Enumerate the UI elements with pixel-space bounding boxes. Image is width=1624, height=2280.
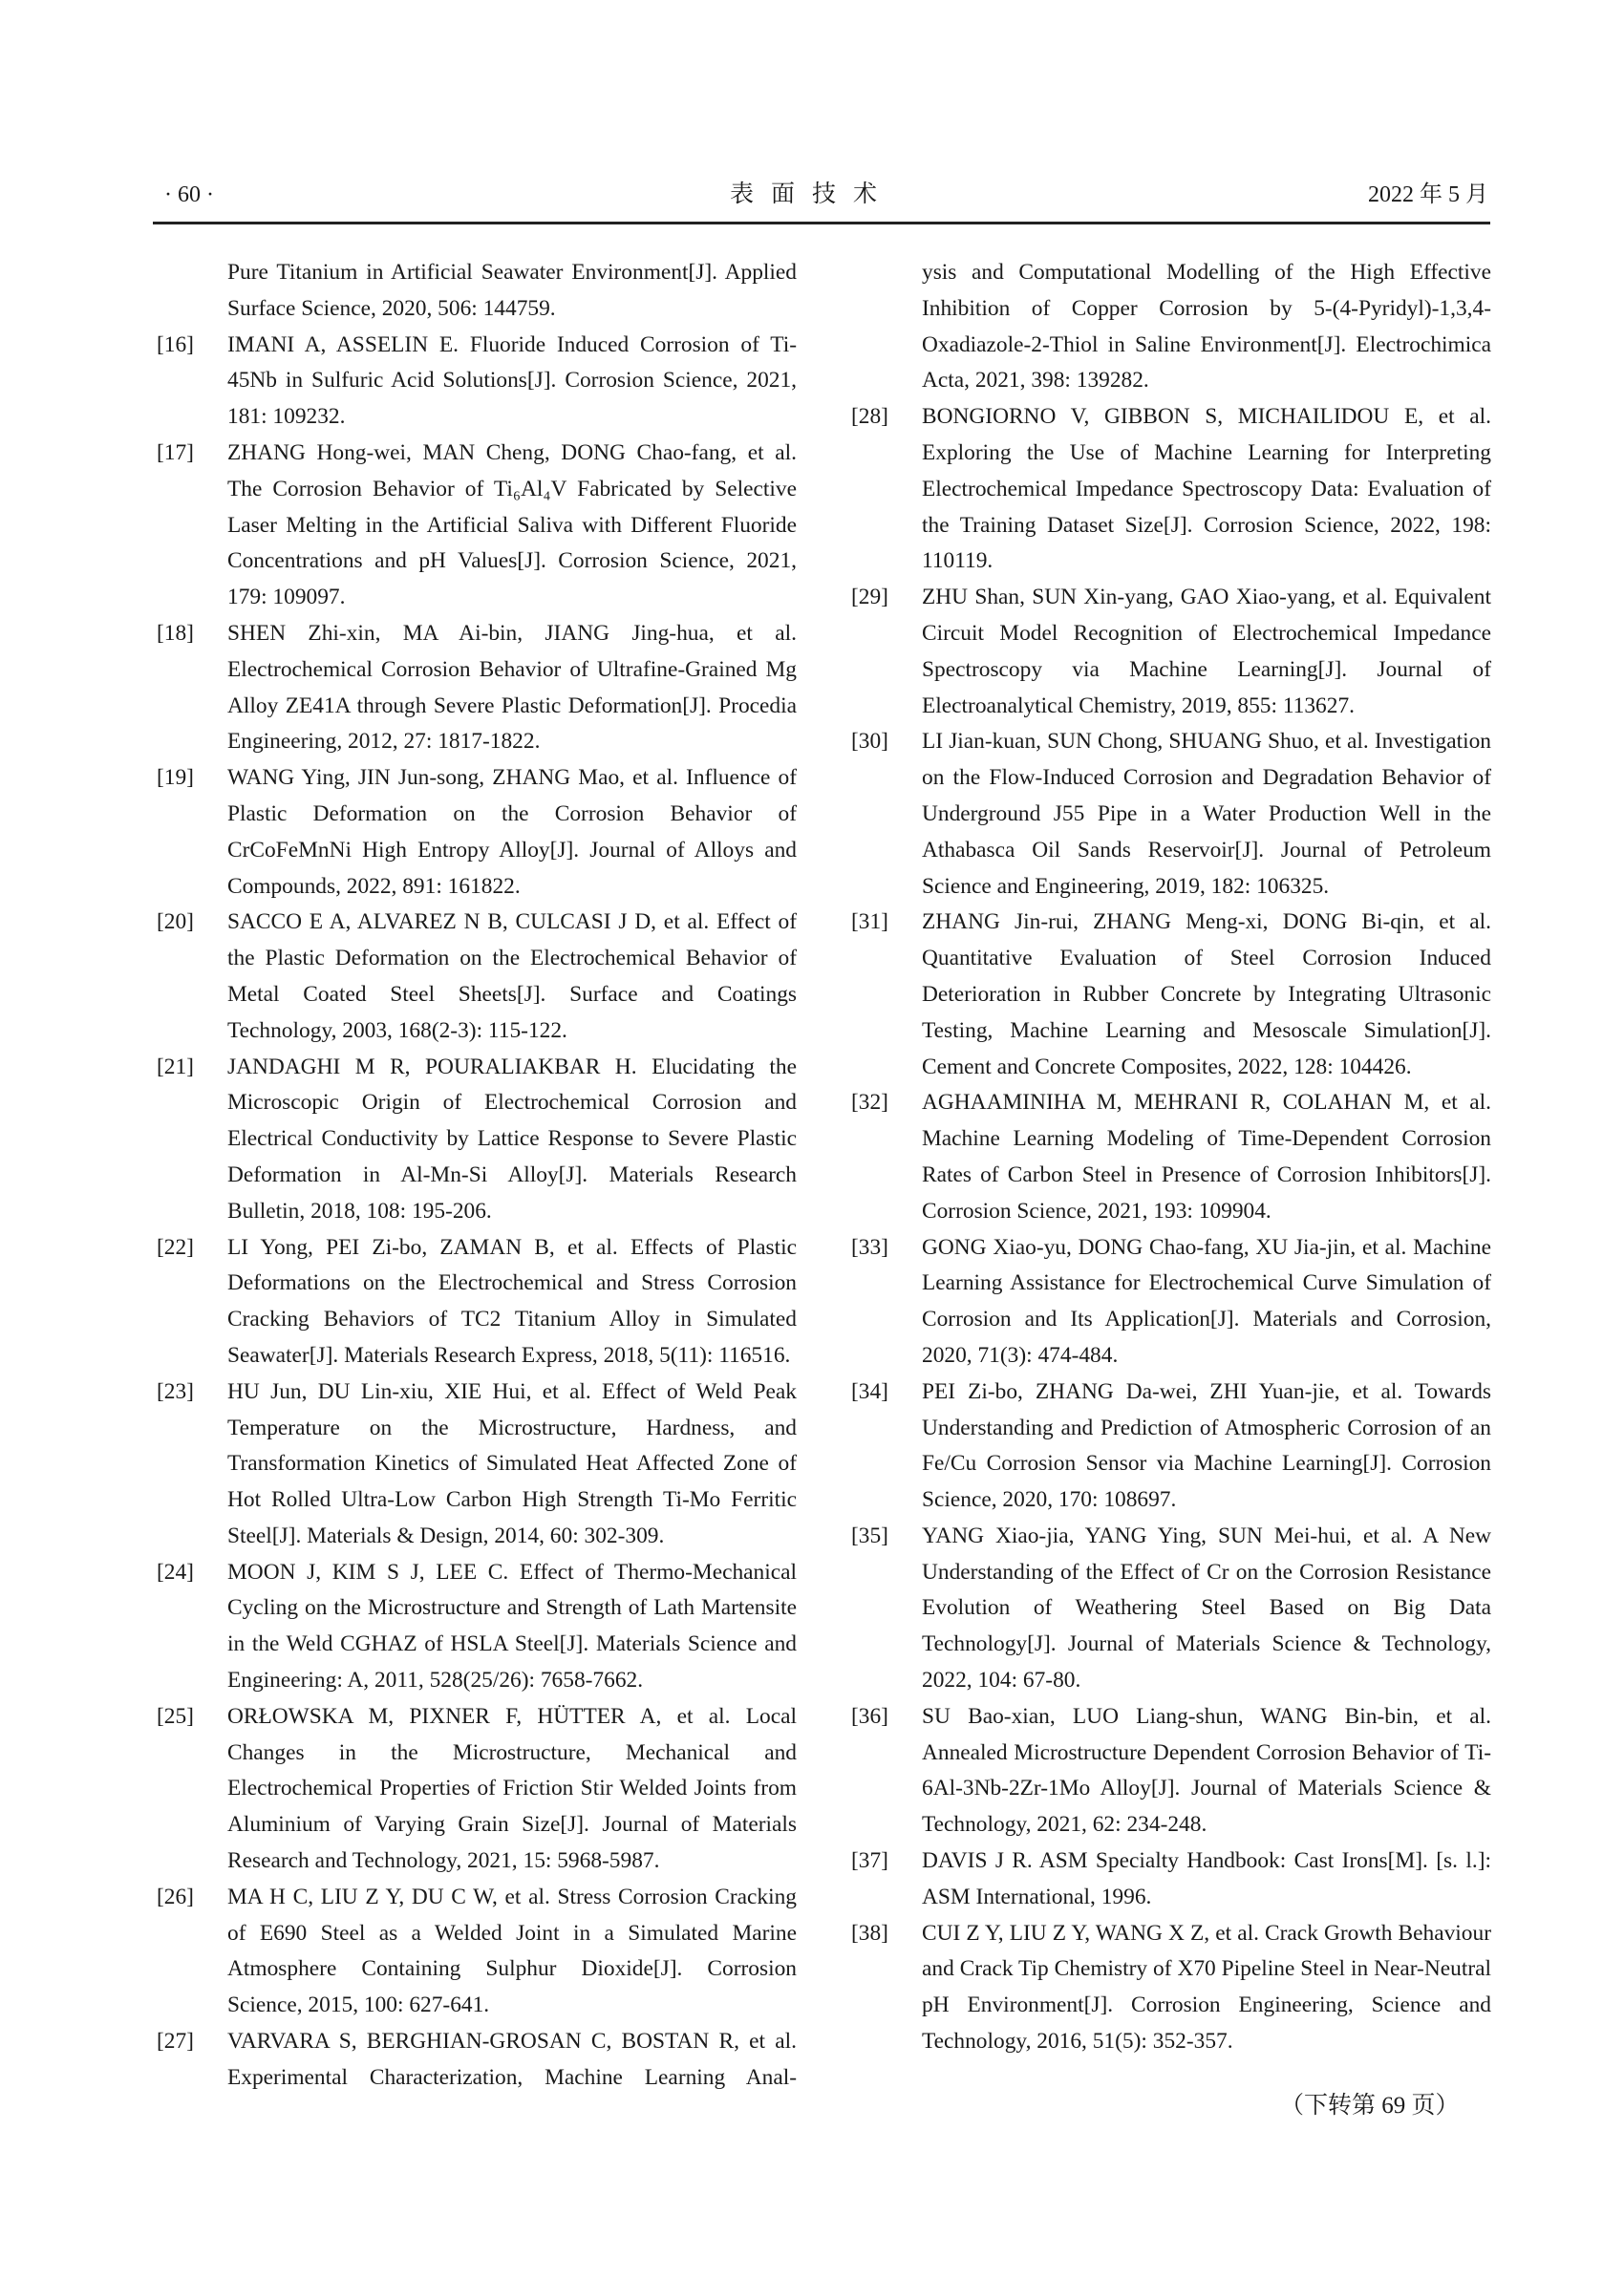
reference-item	[851, 905, 1491, 1085]
reference-text: BONGIORNO V, GIBBON S, MICHAILIDOU E, et al. Exploring the Use of Machine Learning for Interpreting Electrochemical Impedance Spectroscopy Data: Evaluation of the Training Dataset Size[J]. Corrosion Science, 2022, 198: 110119.	[922, 404, 1491, 574]
reference-item	[851, 1519, 1491, 1699]
reference-item	[851, 1374, 1491, 1519]
reference-item	[157, 1050, 797, 1230]
reference-item	[157, 255, 797, 328]
continued-note: （下转第 69 页）	[1280, 2093, 1460, 2119]
reference-item	[157, 2024, 797, 2097]
reference-item	[851, 724, 1491, 905]
reference-text: CUI Z Y, LIU Z Y, WANG X Z, et al. Crack Growth Behaviour and Crack Tip Chemistry of X70 Pipeline Steel in Near-Neutral pH Environment[J]. Corrosion Engineering, Science and Technology, 2016, 51(5): 352-357.	[922, 1920, 1491, 2055]
reference-text: PEI Zi-bo, ZHANG Da-wei, ZHI Yuan-jie, et al. Towards Understanding and Prediction of Atmospheric Corrosion of an Fe/Cu Corrosion Sensor via Machine Learning[J]. Corrosion Science, 2020, 170: 108697.	[922, 1378, 1491, 1513]
reference-text: SACCO E A, ALVAREZ N B, CULCASI J D, et al. Effect of the Plastic Deformation on the Electrochemical Behavior of Metal Coated Steel Sheets[J]. Surface and Coatings Technology, 2003, 168(2-3): 115-122.	[227, 909, 797, 1043]
reference-number: [24]	[157, 1559, 194, 1585]
reference-number: [35]	[851, 1523, 888, 1548]
reference-text: YANG Xiao-jia, YANG Ying, SUN Mei-hui, et al. A New Understanding of the Effect of Cr on the Corrosion Resistance Evolution of Weathering Steel Based on Big Data Technology[J]. Journal of Materials Science & Technology, 2022, 104: 67-80.	[922, 1523, 1491, 1694]
reference-text: HU Jun, DU Lin-xiu, XIE Hui, et al. Effect of Weld Peak Temperature on the Microstructure, Hardness, and Transformation Kinetics of Simulated Heat Affected Zone of Hot Rolled Ultra-Low Carbon High Strength Ti-Mo Ferritic Steel[J]. Materials & Design, 2014, 60: 302-309.	[227, 1378, 797, 1548]
reference-number: [25]	[157, 1703, 194, 1729]
reference-number: [28]	[851, 404, 888, 430]
reference-number: [32]	[851, 1090, 888, 1116]
reference-item	[157, 1374, 797, 1555]
reference-number: [22]	[157, 1234, 194, 1260]
reference-text: SU Bao-xian, LUO Liang-shun, WANG Bin-bin, et al. Annealed Microstructure Dependent Corrosion Behavior of Ti-6Al-3Nb-2Zr-1Mo Alloy[J]. Journal of Materials Science & Technology, 2021, 62: 234-248.	[922, 1703, 1491, 1838]
reference-column-left	[157, 255, 825, 2097]
reference-item	[851, 1916, 1491, 2060]
reference-item	[851, 1085, 1491, 1229]
reference-text: MA H C, LIU Z Y, DU C W, et al. Stress Corrosion Cracking of E690 Steel as a Welded Joint in a Simulated Marine Atmosphere Containing Sulphur Dioxide[J]. Corrosion Science, 2015, 100: 627-641.	[227, 1884, 797, 2018]
reference-item	[157, 1880, 797, 2024]
reference-number: [18]	[157, 620, 194, 646]
reference-text: Pure Titanium in Artificial Seawater Environment[J]. Applied Surface Science, 2020, 506: 144759.	[227, 260, 797, 321]
reference-text: MOON J, KIM S J, LEE C. Effect of Thermo-Mechanical Cycling on the Microstructure and Strength of Lath Martensite in the Weld CGHAZ of HSLA Steel[J]. Materials Science and Engineering: A, 2011, 528(25/26): 7658-7662.	[227, 1559, 797, 1694]
reference-number: [38]	[851, 1920, 888, 1946]
reference-text: ZHU Shan, SUN Xin-yang, GAO Xiao-yang, et al. Equivalent Circuit Model Recognition of Electrochemical Impedance Spectroscopy via Machine Learning[J]. Journal of Electroanalytical Chemistry, 2019, 855: 113627.	[922, 585, 1491, 718]
reference-number: [36]	[851, 1703, 888, 1729]
issue-date: 2022 年 5 月	[1368, 182, 1488, 207]
reference-item	[157, 1555, 797, 1699]
reference-text: GONG Xiao-yu, DONG Chao-fang, XU Jia-jin, et al. Machine Learning Assistance for Electrochemical Curve Simulation of Corrosion and Its Application[J]. Materials and Corrosion, 2020, 71(3): 474-484.	[922, 1234, 1491, 1368]
reference-item	[851, 255, 1491, 399]
reference-number: [26]	[157, 1884, 194, 1909]
reference-item	[157, 1230, 797, 1374]
journal-title: 表面技术	[729, 181, 894, 207]
reference-number: [37]	[851, 1848, 888, 1874]
reference-text: AGHAAMINIHA M, MEHRANI R, COLAHAN M, et al. Machine Learning Modeling of Time-Dependent Corrosion Rates of Carbon Steel in Presence of Corrosion Inhibitors[J]. Corrosion Science, 2021, 193: 109904.	[922, 1090, 1491, 1224]
reference-number: [20]	[157, 909, 194, 935]
reference-text: LI Yong, PEI Zi-bo, ZAMAN B, et al. Effects of Plastic Deformations on the Electrochemical and Stress Corrosion Cracking Behaviors of TC2 Titanium Alloy in Simulated Seawater[J]. Materials Research Express, 2018, 5(11): 116516.	[227, 1234, 797, 1368]
reference-text: ORŁOWSKA M, PIXNER F, HÜTTER A, et al. Local Changes in the Microstructure, Mechanical and Electrochemical Properties of Friction Stir Welded Joints from Aluminium of Varying Grain Size[J]. Journal of Materials Research and Technology, 2021, 15: 5968-5987.	[227, 1703, 797, 1874]
reference-item	[851, 580, 1491, 724]
reference-item	[157, 616, 797, 760]
header-rule	[153, 222, 1490, 224]
reference-text: VARVARA S, BERGHIAN-GROSAN C, BOSTAN R, et al. Experimental Characterization, Machine Learning Anal-	[227, 2029, 797, 2090]
reference-text: DAVIS J R. ASM Specialty Handbook: Cast Irons[M]. [s. l.]: ASM International, 1996.	[922, 1848, 1491, 1909]
reference-number: [17]	[157, 439, 194, 465]
reference-text: IMANI A, ASSELIN E. Fluoride Induced Corrosion of Ti-45Nb in Sulfuric Acid Solutions[J]. Corrosion Science, 2021, 181: 109232.	[227, 331, 797, 430]
page-number: · 60 ·	[164, 182, 214, 207]
reference-number: [34]	[851, 1378, 888, 1404]
reference-number: [21]	[157, 1054, 194, 1079]
reference-item	[851, 1843, 1491, 1916]
reference-number: [33]	[851, 1234, 888, 1260]
reference-number: [19]	[157, 765, 194, 791]
reference-text: ysis and Computational Modelling of the High Effective Inhibition of Copper Corrosion by 5-(4-Pyridyl)-1,3,4-Oxadiazole-2-Thiol in Saline Environment[J]. Electrochimica Acta, 2021, 398: 139282.	[922, 260, 1491, 394]
reference-text: LI Jian-kuan, SUN Chong, SHUANG Shuo, et al. Investigation on the Flow-Induced Corrosion and Degradation Behavior of Underground J55 Pipe in a Water Production Well in the Athabasca Oil Sands Reservoir[J]. Journal of Petroleum Science and Engineering, 2019, 182: 106325.	[922, 729, 1491, 899]
reference-item	[157, 436, 797, 616]
reference-text: ZHANG Hong-wei, MAN Cheng, DONG Chao-fang, et al. The Corrosion Behavior of Ti₆Al₄V Fabricated by Selective Laser Melting in the Artificial Saliva with Different Fluoride Concentrations and pH Values[J]. Corrosion Science, 2021, 179: 109097.	[227, 439, 797, 610]
reference-number: [29]	[851, 585, 888, 610]
reference-item	[851, 1230, 1491, 1374]
reference-item	[157, 905, 797, 1049]
reference-text: SHEN Zhi-xin, MA Ai-bin, JIANG Jing-hua, et al. Electrochemical Corrosion Behavior of Ultrafine-Grained Mg Alloy ZE41A through Severe Plastic Deformation[J]. Procedia Engineering, 2012, 27: 1817-1822.	[227, 620, 797, 755]
reference-item	[157, 1699, 797, 1880]
reference-item	[851, 399, 1491, 580]
reference-number: [16]	[157, 331, 194, 357]
reference-number: [31]	[851, 909, 888, 935]
reference-number: [30]	[851, 729, 888, 755]
reference-text: ZHANG Jin-rui, ZHANG Meng-xi, DONG Bi-qin, et al. Quantitative Evaluation of Steel Corrosion Induced Deterioration in Rubber Concrete by Integrating Ultrasonic Testing, Machine Learning and Mesoscale Simulation[J]. Cement and Concrete Composites, 2022, 128: 104426.	[922, 909, 1491, 1079]
reference-item	[851, 1699, 1491, 1843]
reference-number: [23]	[157, 1378, 194, 1404]
reference-item	[157, 760, 797, 905]
reference-text: JANDAGHI M R, POURALIAKBAR H. Elucidating the Microscopic Origin of Electrochemical Corrosion and Electrical Conductivity by Lattice Response to Severe Plastic Deformation in Al-Mn-Si Alloy[J]. Materials Research Bulletin, 2018, 108: 195-206.	[227, 1054, 797, 1224]
reference-column-right	[851, 255, 1520, 2060]
reference-number: [27]	[157, 2029, 194, 2055]
reference-item	[157, 328, 797, 436]
reference-text: WANG Ying, JIN Jun-song, ZHANG Mao, et al. Influence of Plastic Deformation on the Corrosion Behavior of CrCoFeMnNi High Entropy Alloy[J]. Journal of Alloys and Compounds, 2022, 891: 161822.	[227, 765, 797, 899]
